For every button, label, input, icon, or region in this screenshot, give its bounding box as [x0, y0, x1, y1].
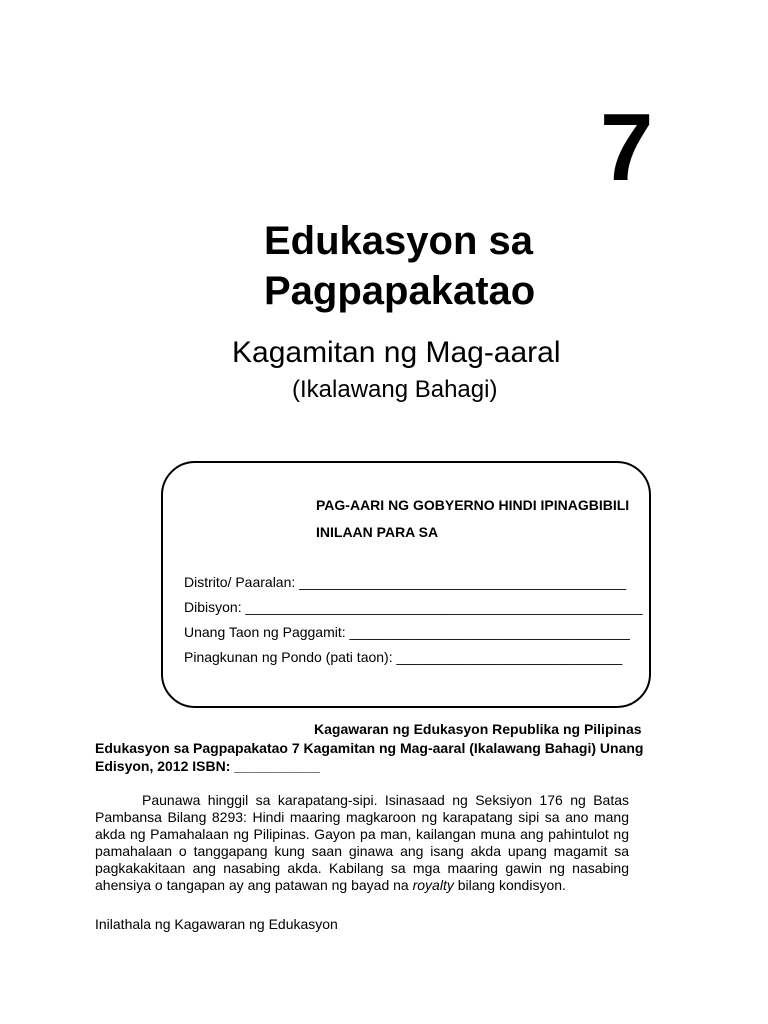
district-school-field: Distrito/ Paaralan: __________________________________________: [184, 574, 627, 590]
first-year-of-use-field: Unang Taon ng Paggamit: ____________________________________: [184, 624, 630, 640]
copyright-notice-text: Paunawa hinggil sa karapatang-sipi. Isinasaad ng Seksiyon 176 ng Batas Pambansa Bilang 8293: Hindi maaring magkaroon ng karapatang sipi sa ano mang akda ng Pamahalaan ng Pilipinas. Gayon pa man, kailangan muna ang pahintulot ng pamahalaan o tanggapang kung saan ginawa ang isang akda upang magamit sa pagkakakitaan ang nasabing akda. Kabilang sa mga maaring gawin ng nasabing ahensiya o tangapan ay ang patawan ng bayad na: [95, 792, 629, 893]
copyright-notice-end: bilang kondisyon.: [453, 877, 566, 893]
ownership-heading: PAG-AARI NG GOBYERNO HINDI IPINAGBIBILI: [316, 497, 630, 513]
book-title-line-2: Pagpapakatao: [264, 269, 536, 313]
fund-source-field: Pinagkunan ng Pondo (pati taon): _____________________________: [184, 649, 623, 665]
publisher-line: Kagawaran ng Edukasyon Republika ng Pilipinas: [314, 721, 642, 737]
copyright-notice: [95, 792, 629, 894]
book-subtitle: Kagamitan ng Mag-aaral: [232, 336, 561, 369]
book-part-label: (Ikalawang Bahagi): [292, 376, 498, 403]
intended-for-heading: INILAAN PARA SA: [316, 524, 439, 540]
edition-info: Edukasyon sa Pagpapakatao 7 Kagamitan ng Mag-aaral (Ikalawang Bahagi) Unang Edisyon, 2012 ISBN: ___________: [95, 740, 644, 774]
published-by-note: Inilathala ng Kagawaran ng Edukasyon: [95, 916, 338, 932]
royalty-term: royalty: [412, 877, 454, 893]
book-title-line-1: Edukasyon sa: [264, 219, 534, 263]
grade-number: 7: [600, 94, 654, 201]
book-title: [264, 216, 535, 316]
division-field: Dibisyon: ___________________________________________________: [184, 599, 643, 615]
